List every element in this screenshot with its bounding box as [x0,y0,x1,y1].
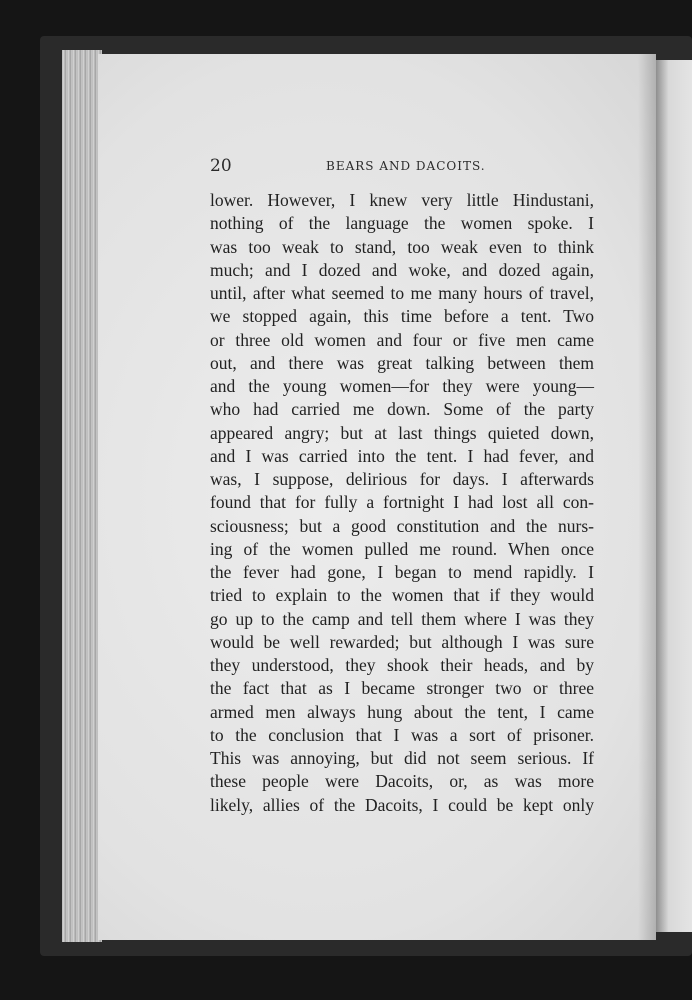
text-line: tried to explain to the women that if they would [210,585,594,606]
text-line: likely, allies of the Dacoits, I could be kept only [210,794,594,815]
running-title: BEARS AND DACOITS. [326,159,486,173]
page-edges [62,50,102,942]
text-line: or three old women and four or five men came [210,329,594,350]
text-line: was too weak to stand, too weak even to think [210,236,594,257]
text-line: would be well rewarded; but although I was sure [210,631,594,652]
text-line: armed men always hung about the tent, I came [210,701,594,722]
text-line: sciousness; but a good constitution and the nurs- [210,515,594,536]
text-line: we stopped again, this time before a tent. Two [210,306,594,327]
facing-page-edge [656,60,692,932]
text-line: and I was carried into the tent. I had fever, and [210,445,594,466]
text-line: the fact that as I became stronger two or three [210,678,594,699]
text-line: out, and there was great talking between them [210,352,594,373]
page-number: 20 [210,156,232,176]
text-line: these people were Dacoits, or, as was more [210,771,594,792]
text-line: was, I suppose, delirious for days. I afterwards [210,469,594,489]
text-line: the fever had gone, I began to mend rapidly. I [210,562,594,582]
text-line: to the conclusion that I was a sort of prisoner. [210,724,594,745]
body-text [210,189,594,817]
text-line: lower. However, I knew very little Hindustani, [210,190,594,210]
text-line: ing of the women pulled me round. When once [210,538,594,559]
text-line: who had carried me down. Some of the party [210,399,594,420]
text-line: go up to the camp and tell them where I was they [210,608,594,629]
text-line: until, after what seemed to me many hours of travel, [210,283,594,303]
text-line: appeared angry; but at last things quieted down, [210,422,594,443]
text-line: found that for fully a fortnight I had lost all con- [210,492,594,513]
text-line: nothing of the language the women spoke. I [210,213,594,234]
text-line: much; and I dozed and woke, and dozed again, [210,259,594,280]
text-line: This was annoying, but did not seem serious. If [210,748,594,768]
running-head [210,156,594,180]
text-line: they understood, they shook their heads, and by [210,655,594,675]
text-line: and the young women—for they were young— [210,376,594,396]
gutter-shadow [638,54,656,940]
